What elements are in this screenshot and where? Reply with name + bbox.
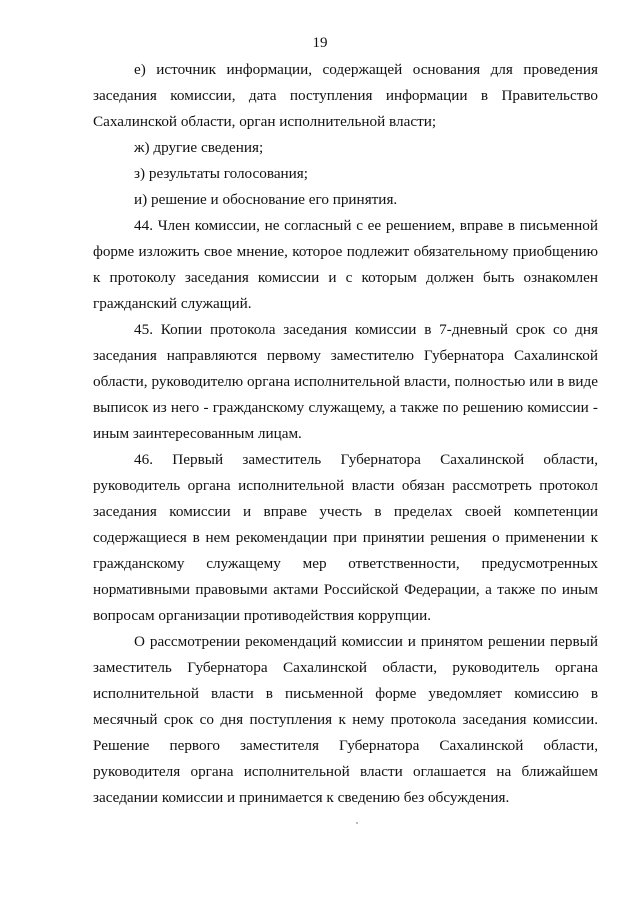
- paragraph-decision-notice: О рассмотрении рекомендаций комиссии и принятом решении первый заместитель Губернатора Сахалинской области, руководитель органа исполнительной власти в письменной форме уведомляет комиссию в месячный срок со дня поступления к нему протокола заседания комиссии. Решение первого заместителя Губернатора Сахалинской области, руководителя органа исполнительной власти оглашается на ближайшем заседании комиссии и принимается к сведению без обсуждения.: [93, 633, 598, 806]
- paragraph-44: 44. Член комиссии, не согласный с ее решением, вправе в письменной форме изложить свое мнение, которое подлежит обязательному приобщению к протоколу заседания комиссии и с которым должен быть ознакомлен гражданский служащий.: [93, 217, 598, 312]
- paragraph-item-zh: ж) другие сведения;: [134, 139, 264, 156]
- paragraph-item-e: е) источник информации, содержащей основания для проведения заседания комиссии, дата поступления информации в Правительство Сахалинской области, орган исполнительной власти;: [93, 61, 598, 130]
- scan-speck: [356, 822, 358, 824]
- paragraph-45: 45. Копии протокола заседания комиссии в 7-дневный срок со дня заседания направляются первому заместителю Губернатора Сахалинской области, руководителю органа исполнительной власти, полностью или в виде выписок из него - гражданскому служащему, а также по решению комиссии - иным заинтересованным лицам.: [93, 321, 598, 442]
- paragraph-item-z: з) результаты голосования;: [134, 165, 309, 182]
- paragraph-46: 46. Первый заместитель Губернатора Сахалинской области, руководитель органа исполнительной власти обязан рассмотреть протокол заседания комиссии и вправе учесть в пределах своей компетенции содержащиеся в нем рекомендации при принятии решения о применении к гражданскому служащему мер ответственности, предусмотренных нормативными правовыми актами Российской Федерации, а также по иным вопросам организации противодействия коррупции.: [93, 451, 598, 624]
- page-number: 19: [312, 35, 328, 51]
- document-body: [93, 57, 598, 811]
- paragraph-item-i: и) решение и обоснование его принятия.: [134, 191, 398, 208]
